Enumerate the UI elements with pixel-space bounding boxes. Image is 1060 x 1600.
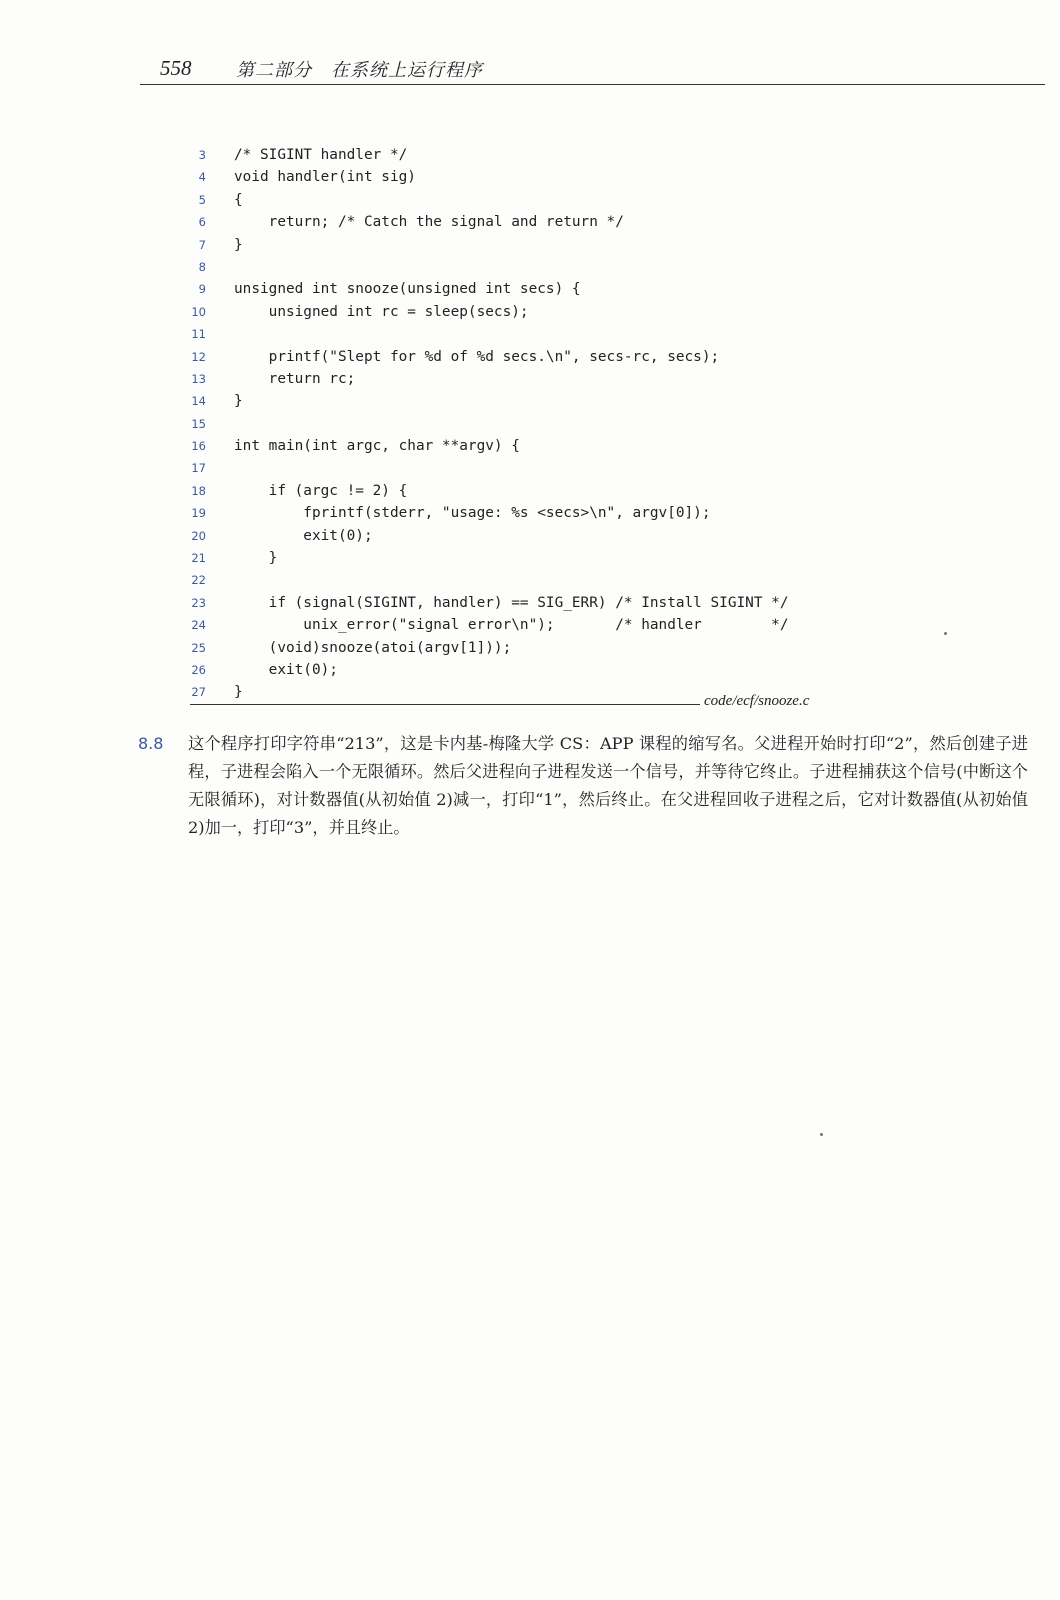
code-text: {: [234, 191, 243, 208]
code-line: [170, 547, 890, 569]
code-line: [170, 502, 890, 524]
code-line: [170, 457, 890, 479]
line-number: 5: [198, 192, 206, 207]
code-line: [170, 166, 890, 188]
code-text: }: [234, 684, 243, 701]
line-number: 17: [191, 461, 206, 476]
code-line: [170, 234, 890, 256]
header-rule: [140, 84, 1045, 85]
line-number: 15: [191, 416, 206, 431]
code-footer: [190, 693, 840, 715]
code-text: unsigned int snooze(unsigned int secs) {: [234, 281, 581, 298]
line-number: 6: [198, 215, 206, 230]
code-text: if (argc != 2) {: [234, 482, 408, 499]
code-line: [170, 390, 890, 412]
code-line: [170, 346, 890, 368]
code-listing: [170, 144, 890, 704]
code-text: fprintf(stderr, "usage: %s <secs>\n", argv[0]);: [234, 505, 711, 522]
code-text: int main(int argc, char **argv) {: [234, 438, 520, 455]
line-number: 7: [198, 237, 206, 252]
line-number: 3: [198, 148, 206, 162]
code-line: [170, 525, 890, 547]
code-text: }: [234, 236, 243, 253]
line-number: 23: [191, 595, 206, 610]
code-line: [170, 614, 890, 636]
line-number: 22: [191, 573, 206, 588]
line-number: 10: [191, 304, 206, 319]
code-text: exit(0);: [234, 527, 373, 544]
line-number: 21: [191, 551, 206, 566]
code-line: [170, 592, 890, 614]
answer-text: 这个程序打印字符串“213”，这是卡内基-梅隆大学 CS：APP 课程的缩写名。父进程开始时打印“2”，然后创建子进程，子进程会陷入一个无限循环。然后父进程向子进程发送一个信号，并等待它终止。子进程捕获这个信号(中断这个无限循环)，对计数器值(从初始值 2)减一，打印“1”，然后终止。在父进程回收子进程之后，它对计数器值(从初始值 2)加一，打印“3”，并且终止。: [188, 734, 1028, 837]
code-text: if (signal(SIGINT, handler) == SIG_ERR) /* Install SIGINT */: [234, 594, 789, 611]
code-text: /* SIGINT handler */: [234, 147, 408, 163]
code-text: return rc;: [234, 370, 356, 387]
line-number: 4: [198, 170, 206, 185]
code-line: [170, 189, 890, 211]
code-line: [170, 256, 890, 278]
running-title: 第二部分 在系统上运行程序: [236, 60, 483, 81]
line-number: 9: [198, 282, 206, 297]
code-line: [170, 278, 890, 300]
line-number: 27: [191, 685, 206, 700]
code-text: void handler(int sig): [234, 169, 416, 186]
code-line: [170, 301, 890, 323]
answer-number: 8.8: [138, 734, 164, 753]
scan-speck: [944, 632, 947, 635]
code-text: }: [234, 393, 243, 410]
line-number: 20: [191, 528, 206, 543]
line-number: 18: [191, 483, 206, 498]
code-text: exit(0);: [234, 661, 338, 678]
line-number: 25: [191, 640, 206, 655]
line-number: 26: [191, 662, 206, 677]
code-line: [170, 637, 890, 659]
line-number: 16: [191, 439, 206, 454]
line-number: 24: [191, 618, 206, 633]
code-footer-rule: [190, 704, 700, 705]
code-line: [170, 323, 890, 345]
code-text: return; /* Catch the signal and return */: [234, 214, 624, 231]
code-text: printf("Slept for %d of %d secs.\n", secs-rc, secs);: [234, 348, 720, 365]
page-number: 558: [160, 56, 192, 80]
line-number: 13: [191, 371, 206, 386]
code-text: unix_error("signal error\n"); /* handler */: [234, 617, 789, 634]
code-line: [170, 480, 890, 502]
code-line: [170, 413, 890, 435]
code-line: [170, 435, 890, 457]
code-line: [170, 659, 890, 681]
line-number: 11: [191, 327, 206, 342]
line-number: 12: [191, 349, 206, 364]
code-text: (void)snooze(atoi(argv[1]));: [234, 639, 512, 656]
code-text: }: [234, 550, 278, 567]
code-line: [170, 144, 890, 166]
code-line: [170, 569, 890, 591]
page-header: [140, 52, 1045, 84]
line-number: 19: [191, 506, 206, 521]
code-line: [170, 211, 890, 233]
line-number: 8: [198, 259, 206, 274]
code-filename: code/ecf/snooze.c: [704, 693, 810, 709]
code-text: unsigned int rc = sleep(secs);: [234, 303, 529, 320]
scan-speck: [820, 1133, 823, 1136]
line-number: 14: [191, 394, 206, 409]
code-line: [170, 368, 890, 390]
